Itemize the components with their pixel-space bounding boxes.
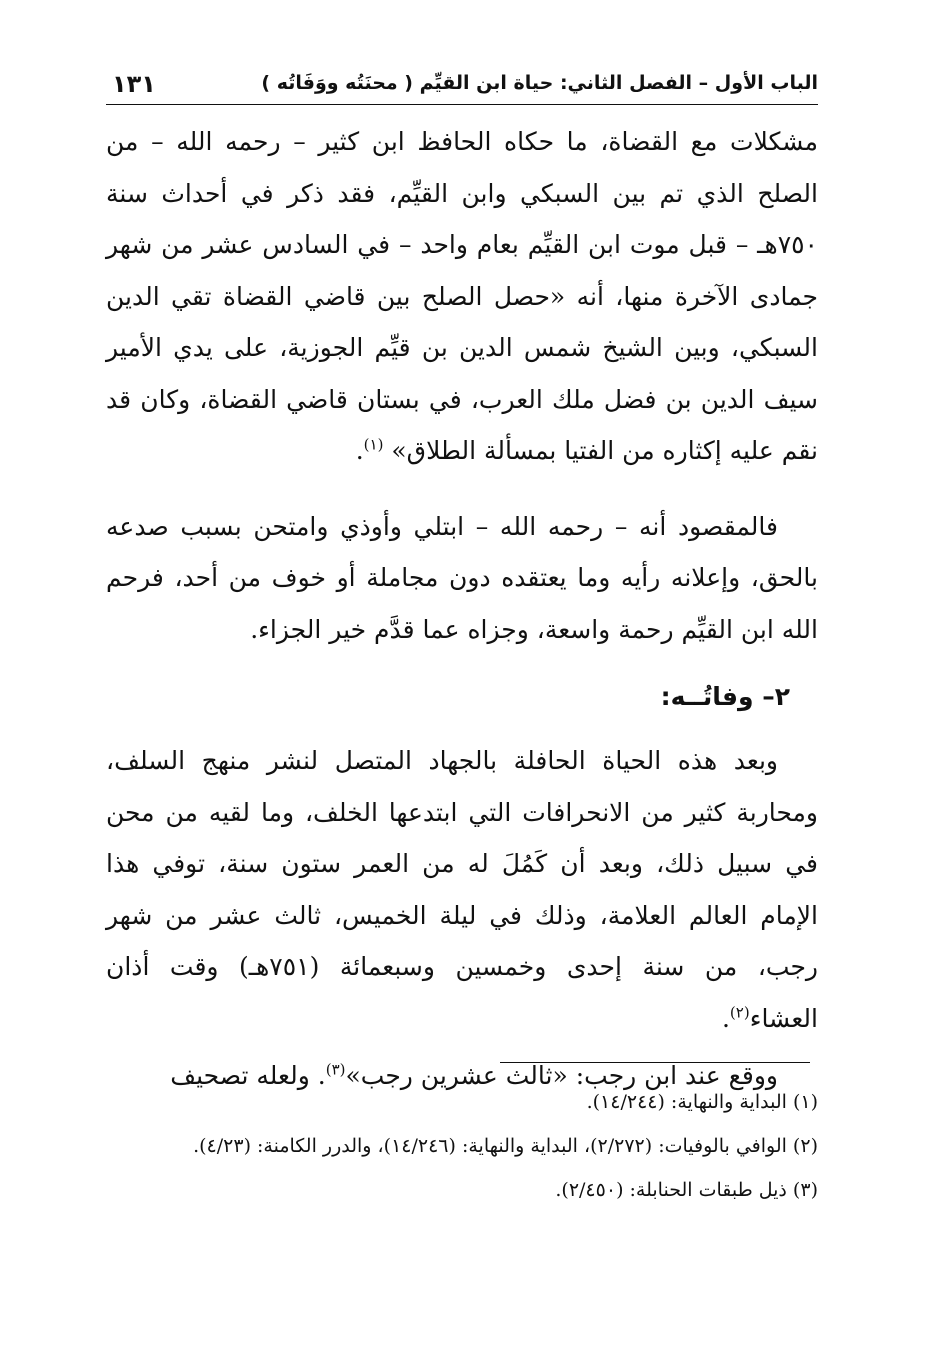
paragraph-2: فالمقصود أنه – رحمه الله – ابتلي وأوذي وامتحن بسبب صدعه بالحق، وإعلانه رأيه وما يعتقده دون مجاملة أو خوف من أحد، فرحم الله ابن القيِّم رحمة واسعة، وجزاه عما قدَّم خير الجزاء. (106, 511, 818, 644)
section-heading: ٢– وفاتُــه: (660, 682, 790, 711)
paragraph-1 (106, 116, 818, 477)
paragraph-1-end: . (355, 436, 364, 465)
paragraph-3-end: . (721, 1003, 730, 1033)
footnote-3: (٣) ذيل طبقات الحنابلة: (٢/٤٥٠). (555, 1179, 818, 1201)
footnote-ref-1: (١) (363, 435, 384, 454)
footnote-2: (٢) الوافي بالوفيات: (٢/٢٧٢)، البداية والنهاية: (١٤/٢٤٦)، والدرر الكامنة: (٤/٢٣). (193, 1135, 818, 1157)
paragraph-4-text: ووقع عند ابن رجب: «ثالث عشرين رجب» (345, 1061, 778, 1090)
footnote-ref-2: (٢) (729, 1003, 750, 1022)
page-header (106, 70, 818, 105)
footnotes (106, 1082, 818, 1214)
footnote-1: (١) البداية والنهاية: (١٤/٢٤٤). (586, 1091, 818, 1113)
running-title: الباب الأول – الفصل الثاني: حياة ابن القيِّم ( محنَتُه ووَفَاتُه ) (261, 72, 818, 94)
body-text (106, 116, 818, 1102)
paragraph-4-end: . ولعله تصحيف (170, 1061, 326, 1090)
footnote-separator (500, 1062, 810, 1063)
paragraph-3-text: وبعد هذه الحياة الحافلة بالجهاد المتصل لنشر منهج السلف، ومحاربة كثير من الانحرافات التي ابتدعها الخلف، وما لقيه من محن في سبيل ذلك، وبعد أن كَمُلَ له من العمر ستون سنة، توفي هذا الإمام العالم العلامة، وذلك في ليلة الخميس، ثالث عشر من شهر رجب، من سنة إحدى وخمسين وسبعمائة (٧٥١هـ) وقت أذان العشاء (106, 746, 818, 1033)
page-number: ١٣١ (112, 70, 156, 98)
footnote-ref-3: (٣) (325, 1060, 346, 1079)
paragraph-1-text: مشكلات مع القضاة، ما حكاه الحافظ ابن كثير – رحمه الله – من الصلح الذي تم بين السبكي وابن القيِّم، فقد ذكر في أحداث سنة ٧٥٠هـ – قبل موت ابن القيِّم بعام واحد – في السادس عشر من شهر جمادى الآخرة منها، أنه «حصل الصلح بين قاضي القضاة تقي الدين السبكي، وبين الشيخ شمس الدين بن قيِّم الجوزية، على يدي الأمير سيف الدين بن فضل ملك العرب، في بستان قاضي القضاة، وكان قد نقم عليه إكثاره من الفتيا بمسألة الطلاق» (106, 127, 818, 465)
paragraph-3 (106, 735, 818, 1044)
